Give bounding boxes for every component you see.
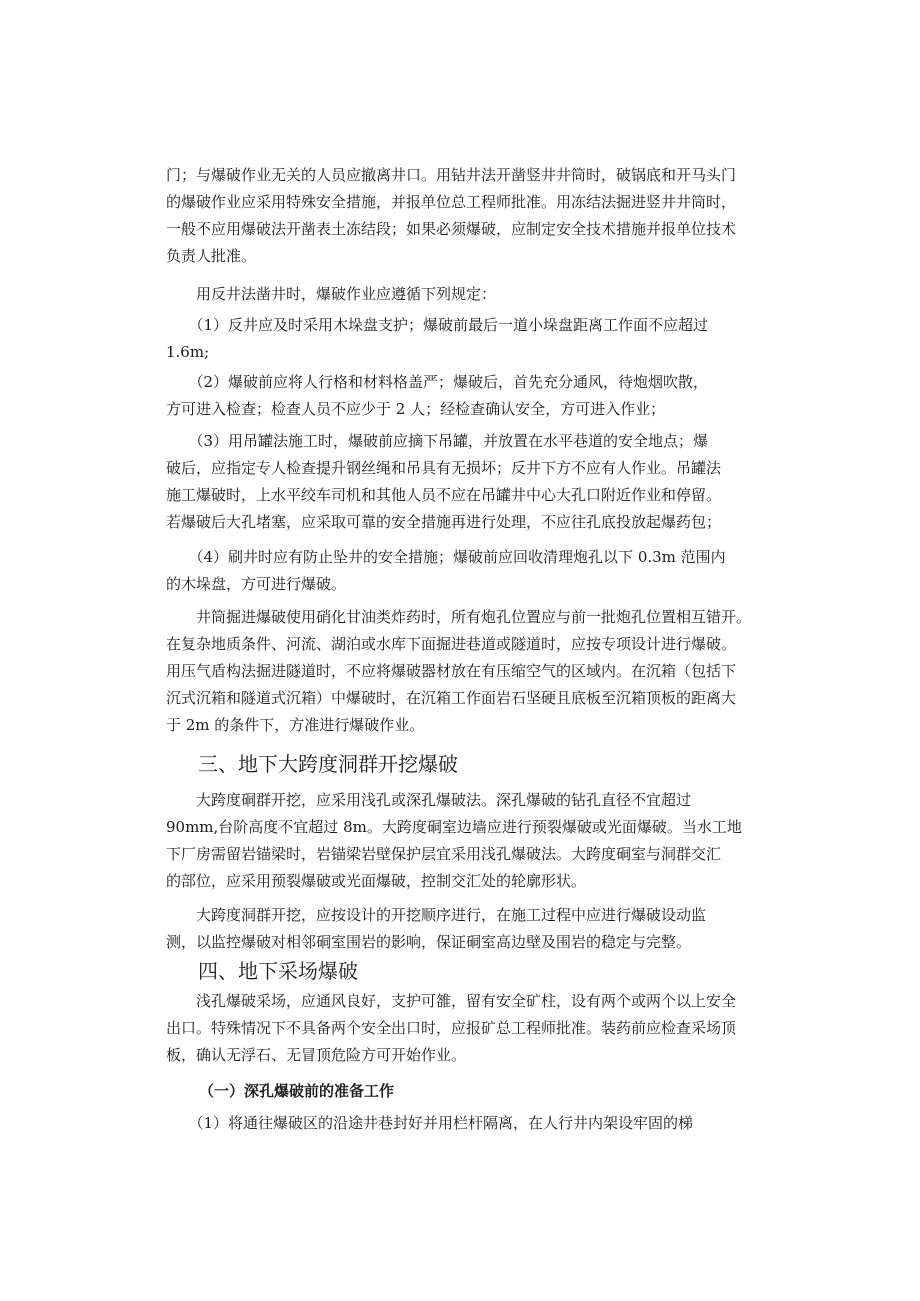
text-line: 负责人批准。 xyxy=(166,247,257,265)
text-line: （4）刷井时应有防止坠井的安全措施；爆破前应回收清理炮孔以下 0.3m 范围内 xyxy=(166,548,726,566)
text-line: 下厂房需留岩锚梁时，岩锚梁岩壁保护层宜采用浅孔爆破法。大跨度硐室与洞群交汇 xyxy=(166,845,722,863)
list-item xyxy=(166,1110,760,1137)
paragraph xyxy=(166,604,760,739)
text-line: 的木垛盘，方可进行爆破。 xyxy=(166,575,347,593)
list-item xyxy=(166,544,760,598)
text-line: 沉式沉箱和隧道式沉箱）中爆破时，在沉箱工作面岩石坚硬且底板至沉箱顶板的距离大 xyxy=(166,689,737,707)
text-line: 在复杂地质条件、河流、湖泊或水库下面掘进巷道或隧道时，应按专项设计进行爆破。 xyxy=(166,635,737,653)
list-item xyxy=(166,312,760,366)
list-item xyxy=(166,428,760,536)
text-line: 门；与爆破作业无关的人员应撤离井口。用钻井法开凿竖井井筒时，破锅底和开马头门 xyxy=(166,166,737,184)
text-line: 浅孔爆破采场，应通风良好，支护可雒，留有安全矿柱，设有两个或两个以上安全 xyxy=(166,992,737,1010)
text-line: 的部位，应采用预裂爆破或光面爆破，控制交汇处的轮廓形状。 xyxy=(166,872,587,890)
text-line: 出口。特殊情况下不具备两个安全出口时，应报矿总工程师批准。装药前应检查采场顶 xyxy=(166,1019,737,1037)
subsection-heading: （一）深孔爆破前的准备工作 xyxy=(199,1082,395,1100)
text-line: 施工爆破时，上水平绞车司机和其他人员不应在吊罐井中心大孔口附近作业和停留。 xyxy=(166,486,722,504)
text-line: 井筒掘进爆破使用硝化甘油类炸药时，所有炮孔位置应与前一批炮孔位置相互错开。 xyxy=(166,608,752,626)
text-line: 用反井法凿井时，爆破作业应遵循下列规定： xyxy=(166,285,497,303)
text-line: （1）将通往爆破区的沿途井巷封好并用栏杆隔离，在人行井内架设牢固的梯 xyxy=(166,1114,694,1132)
paragraph xyxy=(166,281,760,308)
paragraph xyxy=(166,988,760,1069)
text-line: 用压气盾构法掘进隧道时，不应将爆破器材放在有压缩空气的区域内。在沉箱（包括下 xyxy=(166,662,737,680)
text-line: 破后，应指定专人检查提升钢丝绳和吊具有无损坏；反井下方不应有人作业。吊罐法 xyxy=(166,459,722,477)
text-line: 1.6m; xyxy=(166,343,210,361)
text-line: 大跨度洞群开挖，应按设计的开挖顺序进行，在施工过程中应进行爆破设动监 xyxy=(166,906,707,924)
text-line: 测，以监控爆破对相邻硐室围岩的影响，保证硐室高边壁及围岩的稳定与完整。 xyxy=(166,933,692,951)
section-heading: 三、地下大跨度洞群开挖爆破 xyxy=(198,752,458,776)
text-line: 方可进入检查；检查人员不应少于 2 人；经检查确认安全，方可进入作业； xyxy=(166,400,666,418)
text-line: 若爆破后大孔堵塞，应采取可靠的安全措施再进行处理，不应往孔底投放起爆药包； xyxy=(166,513,722,531)
text-line: 的爆破作业应采用特殊安全措施，并报单位总工程师批准。用冻结法掘进竖井井筒时， xyxy=(166,193,737,211)
text-line: （1）反井应及时采用木垛盘支护；爆破前最后一道小垛盘距离工作面不应超过 xyxy=(166,316,709,334)
text-line: 于 2m 的条件下，方准进行爆破作业。 xyxy=(166,716,425,734)
text-line: （3）用吊罐法施工时，爆破前应摘下吊罐，并放置在水平巷道的安全地点；爆 xyxy=(166,432,709,450)
text-line: 大跨度硐群开挖，应采用浅孔或深孔爆破法。深孔爆破的钻孔直径不宜超过 xyxy=(166,791,692,809)
paragraph xyxy=(166,902,760,956)
text-line: 一般不应用爆破法开凿表土冻结段；如果必须爆破，应制定安全技术措施并报单位技术 xyxy=(166,220,737,238)
text-line: 板，确认无浮石、无冒顶危险方可开始作业。 xyxy=(166,1046,467,1064)
list-item xyxy=(166,369,760,423)
paragraph xyxy=(166,162,760,270)
text-line: 90mm,台阶高度不宜超过 8m。大跨度硐室边墙应进行预裂爆破或光面爆破。当水工地 xyxy=(166,818,742,836)
section-heading: 四、地下采场爆破 xyxy=(198,959,358,983)
paragraph xyxy=(166,787,760,895)
text-line: （2）爆破前应将人行格和材料格盖严；爆破后，首先充分通风，待炮烟吹散， xyxy=(166,373,709,391)
